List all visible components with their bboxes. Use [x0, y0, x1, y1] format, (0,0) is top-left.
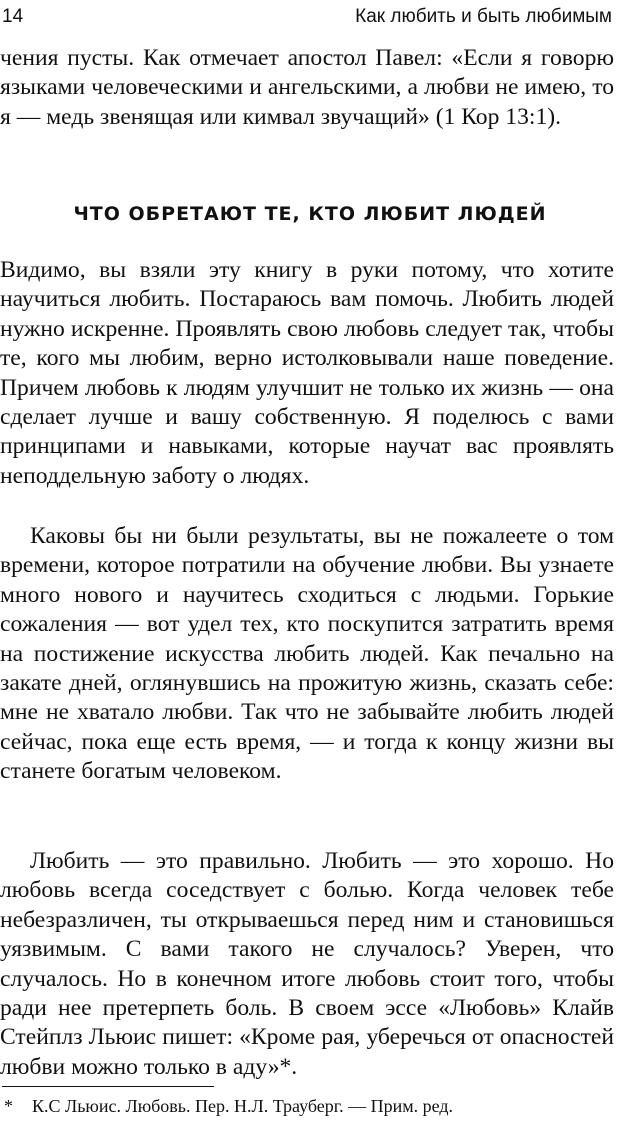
page-number: 14 — [2, 6, 24, 27]
paragraph-text: Любить — это правильно. Любить — это хорошо. Но любовь всегда соседствует с болью. Когда человек тебе небезразличен, ты открываешься перед ним и становишься уязвимым. С вами такого не случалось? Уверен, что случалось. Но в конечном итоге любовь стоит того, чтобы ради нее претерпеть боль. В своем эссе «Любовь» Клайв Стейплз Льюис пишет: «Кроме рая, уберечься от опасностей любви можно только в аду»*. — [0, 848, 614, 1080]
section-heading: ЧТО ОБРЕТАЮТ ТЕ, КТО ЛЮБИТ ЛЮДЕЙ — [73, 203, 547, 225]
footnote-divider — [2, 1086, 214, 1087]
paragraph-text: Видимо, вы взяли эту книгу в руки потому, что хотите научиться любить. Постараюсь вам помочь. Любить людей нужно искренне. Проявлять свою любовь следует так, чтобы те, кого мы любим, верно истолковывали наше поведение. Причем любовь к людям улучшит не только их жизнь — она сделает лучше и вашу собственную. Я поделюсь с вами принципами и навыками, которые научат вас проявлять неподдельную заботу о людях. — [0, 257, 614, 489]
paragraph-text: чения пусты. Как отмечает апостол Павел: «Если я говорю языками человеческими и ангельскими, а любви не имею, то я — медь звенящая или кимвал звучащий» (1 Кор 13:1). — [0, 45, 614, 130]
body-paragraph-opening — [0, 44, 614, 132]
running-title: Как любить и быть любимым — [355, 6, 612, 27]
paragraph-text: Каковы бы ни были результаты, вы не пожалеете о том времени, которое потратили на обучение любви. Вы узнаете много нового и научитесь сходиться с людьми. Горькие сожаления — вот удел тех, кто поскупится затратить время на постижение искусства любить людей. Как печально на закате дней, оглянувшись на прожитую жизнь, сказать себе: мне не хватало любви. Так что не забывайте любить людей сейчас, пока еще есть время, — и тогда к концу жизни вы станете богатым человеком. — [0, 523, 614, 785]
footnote-text: К.С Льюис. Любовь. Пер. Н.Л. Трауберг. — Прим. ред. — [32, 1096, 454, 1116]
body-paragraph-1 — [0, 256, 614, 491]
footnote — [4, 1094, 453, 1118]
footnote-marker: * — [4, 1096, 13, 1116]
running-head — [0, 2, 620, 32]
body-paragraph-3 — [0, 847, 614, 1082]
body-paragraph-2 — [0, 522, 614, 787]
